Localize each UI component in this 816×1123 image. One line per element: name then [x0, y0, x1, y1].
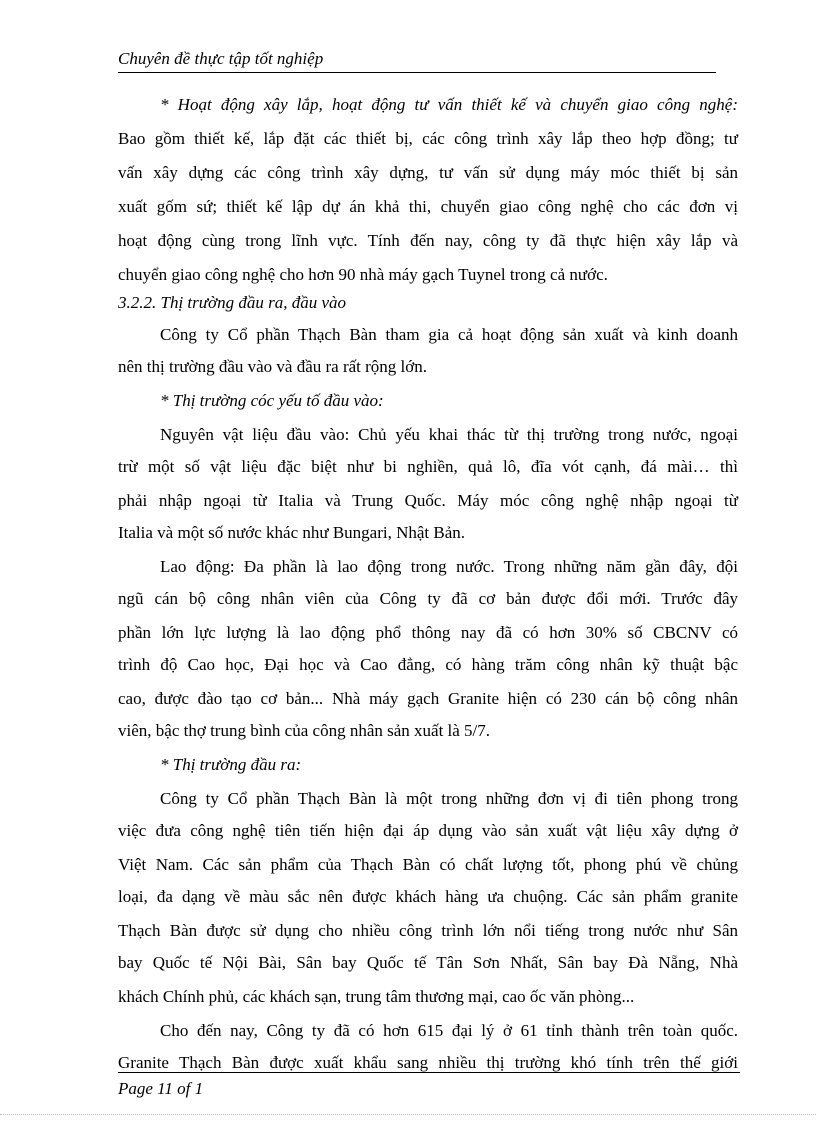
body-line: Lao động: Đa phần là lao động trong nước. Trong những năm gần đây, đội	[160, 557, 738, 576]
body-line: trình độ Cao học, Đại học và Cao đẳng, có hàng trăm công nhân kỹ thuật bậc	[118, 655, 738, 674]
body-line: trừ một số vật liệu đặc biệt như bi nghiền, quả lô, đĩa vót cạnh, đá mài… thì	[118, 457, 738, 476]
body-line: Bao gồm thiết kế, lắp đặt các thiết bị, các công trình xây lắp theo hợp đồng; tư	[118, 129, 738, 148]
body-line: chuyển giao công nghệ cho hơn 90 nhà máy gạch Tuynel trong cả nước.	[118, 265, 608, 284]
line-heading-construction: * Hoạt động xây lắp, hoạt động tư vấn thiết kế và chuyển giao công nghệ:	[160, 95, 738, 114]
body-line: Thạch Bàn được sử dụng cho nhiều công trình lớn nổi tiếng trong nước như Sân	[118, 921, 738, 940]
body-line: bay Quốc tế Nội Bài, Sân bay Quốc tế Tân Sơn Nhất, Sân bay Đà Nẵng, Nhà	[118, 953, 738, 972]
body-line: Việt Nam. Các sản phẩm của Thạch Bàn có chất lượng tốt, phong phú về chủng	[118, 855, 738, 874]
section-heading: 3.2.2. Thị trường đầu ra, đầu vào	[118, 293, 347, 312]
body-line: cao, được đào tạo cơ bản... Nhà máy gạch Granite hiện có 230 cán bộ công nhân	[118, 689, 738, 708]
footer-divider	[118, 1072, 740, 1073]
body-line: phải nhập ngoại từ Italia và Trung Quốc. Máy móc công nghệ nhập ngoại từ	[118, 491, 738, 510]
body-line: Italia và một số nước khác như Bungari, Nhật Bản.	[118, 523, 466, 542]
body-line: loại, đa dạng về màu sắc nên được khách hàng ưa chuộng. Các sản phẩm granite	[118, 887, 738, 906]
body-line: nên thị trường đầu vào và đầu ra rất rộng lớn.	[118, 357, 428, 376]
page-header-title: Chuyên đề thực tập tốt nghiệp	[118, 48, 716, 73]
body-line: Cho đến nay, Công ty đã có hơn 615 đại lý ở 61 tỉnh thành trên toàn quốc.	[160, 1021, 738, 1040]
page-number: Page 11 of 1	[118, 1079, 204, 1098]
body-line: Granite Thạch Bàn được xuất khẩu sang nhiều thị trường khó tính trên thế giới	[118, 1053, 738, 1072]
body-line: Công ty Cổ phần Thạch Bàn là một trong những đơn vị đi tiên phong trong	[160, 789, 738, 808]
body-line: viên, bậc thợ trung bình của công nhân sản xuất là 5/7.	[118, 721, 491, 740]
body-line: khách Chính phủ, các khách sạn, trung tâm thương mại, cao ốc văn phòng...	[118, 987, 635, 1006]
page-boundary	[0, 1114, 816, 1115]
body-line: hoạt động cùng trong lĩnh vực. Tính đến nay, công ty đã thực hiện xây lắp và	[118, 231, 738, 250]
body-line: phần lớn lực lượng là lao động phổ thông nay đã có hơn 30% số CBCNV có	[118, 623, 738, 642]
body-line: Công ty Cổ phần Thạch Bàn tham gia cả hoạt động sản xuất và kinh doanh	[160, 325, 738, 344]
body-line: ngũ cán bộ công nhân viên của Công ty đã cơ bản được đổi mới. Trước đây	[118, 589, 738, 608]
body-line: việc đưa công nghệ tiên tiến hiện đại áp dụng vào sản xuất vật liệu xây dựng ở	[118, 821, 738, 840]
body-line: vấn xây dựng các công trình xây dựng, tư vấn sử dụng máy móc thiết bị sản	[118, 163, 738, 182]
subheading-outputs: * Thị trường đầu ra:	[160, 755, 302, 774]
body-line: xuất gốm sứ; thiết kế lập dự án khả thi, chuyển giao công nghệ cho các đơn vị	[118, 197, 738, 216]
subheading-inputs: * Thị trường cóc yếu tố đầu vào:	[160, 391, 384, 410]
body-line: Nguyên vật liệu đầu vào: Chủ yếu khai thác từ thị trường trong nước, ngoại	[160, 425, 738, 444]
